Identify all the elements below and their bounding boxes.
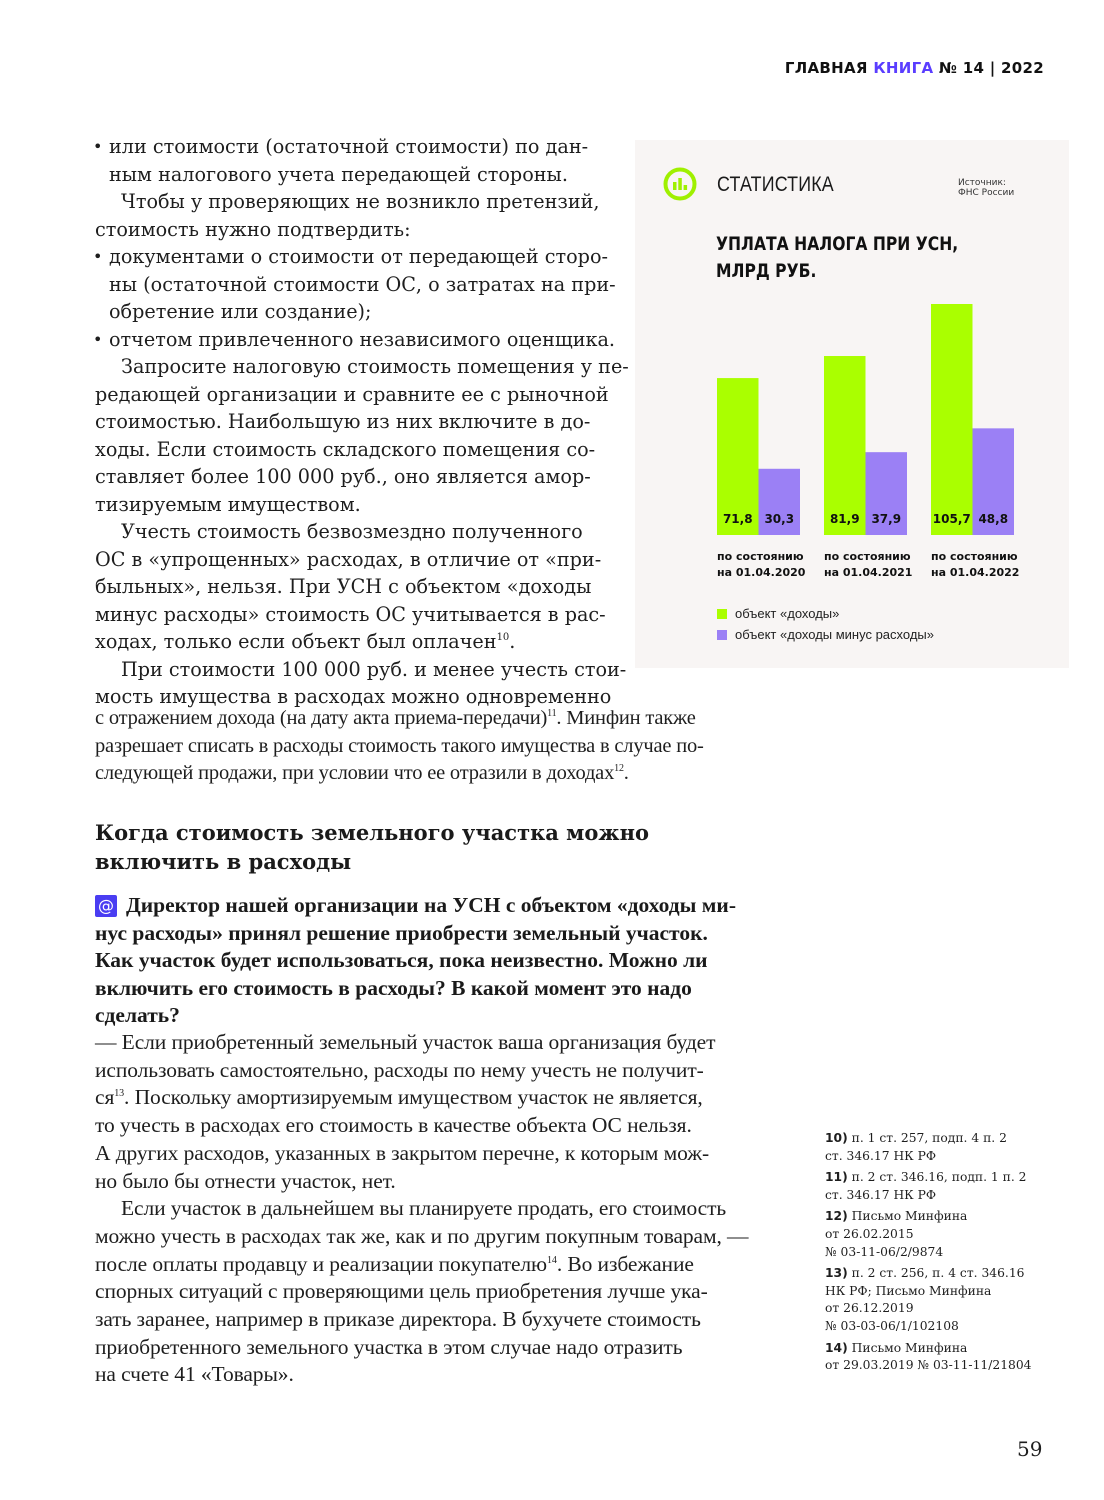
footnote-number: 13) <box>825 1266 848 1281</box>
paragraph-line: стоимость нужно подтвердить: <box>95 217 411 241</box>
legend-swatch-income <box>717 609 727 619</box>
expert-answer <box>95 1029 748 1389</box>
bar-value-label: 81,9 <box>829 512 860 526</box>
bullet-line: обретение или создание); <box>109 300 372 323</box>
category-label: на 01.04.2022 <box>931 566 1020 579</box>
bullet-line: • отчетом привлеченного независимого оценщика. <box>95 326 600 354</box>
question-line: Как участок будет использоваться, пока неизвестно. Можно ли <box>95 948 708 972</box>
bullet-line: • документами о стоимости от передающей сторо- <box>95 243 600 271</box>
body-text-top <box>95 133 629 711</box>
header-magazine-accent: КНИГА <box>873 59 934 77</box>
footnote-number: 14) <box>825 1340 848 1355</box>
question-line: нус расходы» принял решение приобрести земельный участок. <box>95 920 708 945</box>
paragraph-line: Чтобы у проверяющих не возникло претензий, <box>121 190 600 213</box>
tax-payment-bar-chart <box>635 140 1069 668</box>
chart-title-line: МЛРД РУБ. <box>716 260 817 282</box>
answer-line: использовать самостоятельно, расходы по нему учесть не получит- <box>95 1057 704 1082</box>
category-label: по состоянию <box>824 550 911 563</box>
answer-line: на счете 41 «Товары». <box>95 1362 294 1387</box>
statistics-label: СТАТИСТИКА <box>717 173 834 196</box>
answer-line: зать заранее, например в приказе директора. В бухучете стоимость <box>95 1307 701 1332</box>
answer-line: — Если приобретенный земельный участок ваша организация будет <box>95 1030 716 1054</box>
paragraph-line: быльных», нельзя. При УСН с объектом «доходы <box>95 575 592 598</box>
legend-swatch-income-minus-expenses <box>717 630 727 640</box>
section-heading <box>95 818 649 876</box>
question-line: @ Директор нашей организации на УСН с объектом «доходы ми- <box>95 892 736 920</box>
paragraph-line: стоимостью. Наибольшую из них включите в до- <box>95 410 591 433</box>
paragraph-line: ставляет более 100 000 руб., оно является амор- <box>95 465 591 488</box>
body-text-wide <box>95 705 775 788</box>
paragraph-line: Запросите налоговую стоимость помещения у пе- <box>121 355 629 378</box>
heading-line: включить в расходы <box>95 849 352 874</box>
paragraph-line: с отражением дохода (на дату акта приема-передачи)$^{11}$. Минфин также <box>95 707 696 729</box>
paragraph-line: Учесть стоимость безвозмездно полученного <box>121 520 583 543</box>
heading-line: Когда стоимость земельного участка можно <box>95 820 650 845</box>
footnote-number: 10) <box>825 1131 848 1145</box>
footnote-item: 10) п. 1 ст. 257, подп. 4 п. 2 ст. 346.17 НК РФ <box>825 1131 1007 1163</box>
footnote-ref: 12 <box>614 763 624 774</box>
source-line: Источник: <box>958 178 1006 188</box>
legend-label: объект «доходы минус расходы» <box>735 627 934 642</box>
legend-item <box>717 627 934 642</box>
legend-item <box>717 606 839 621</box>
footnote-ref: 11 <box>547 708 557 719</box>
footnote-item: 14) Письмо Минфина от 29.03.2019 № 03-11-11/21804 <box>825 1340 1032 1373</box>
paragraph-line: минус расходы» стоимость ОС учитывается в рас- <box>95 602 606 626</box>
question-line: сделать? <box>95 1003 180 1027</box>
footnote-number: 12) <box>825 1209 848 1224</box>
answer-line: спорных ситуаций с проверяющими цель приобретения лучше ука- <box>95 1279 708 1304</box>
category-label: на 01.04.2021 <box>824 566 913 579</box>
paragraph-line: ходах, только если объект был оплачен$^{10}$. <box>95 630 516 653</box>
paragraph-line: ОС в «упрощенных» расходах, в отличие от «при- <box>95 547 602 571</box>
bar-value-label: 71,8 <box>722 512 753 526</box>
paragraph-line: редающей организации и сравните ее с рыночной <box>95 382 609 406</box>
bullet-line: ны (остаточной стоимости ОС, о затратах на при- <box>109 272 616 296</box>
bar-value-label: 105,7 <box>932 512 971 526</box>
bar-value-label: 30,3 <box>764 512 795 526</box>
header-issue: № 14 | 2022 <box>933 59 1044 77</box>
answer-line: Если участок в дальнейшем вы планируете продать, его стоимость <box>121 1196 727 1221</box>
answer-line: после оплаты продавцу и реализации покупателю$^{14}$. Во избежание <box>95 1251 694 1276</box>
footnote-item: 13) п. 2 ст. 256, п. 4 ст. 346.16 НК РФ; Письмо Минфина от 26.12.2019 № 03-03-06/1/102108 <box>825 1266 1025 1333</box>
footnote-item: 12) Письмо Минфина от 26.02.2015 № 03-11-06/2/9874 <box>825 1209 968 1259</box>
category-label: по состоянию <box>717 550 804 563</box>
paragraph-line: разрешает списать в расходы стоимость такого имущества в случае по- <box>95 734 704 757</box>
source-line: ФНС России <box>958 188 1015 198</box>
footnote-ref: 10 <box>496 632 510 643</box>
footnotes <box>825 1130 1032 1379</box>
answer-line: можно учесть в расходах так же, как и по другим покупным товарам, — <box>95 1223 749 1248</box>
footnote-ref: 13 <box>114 1088 125 1100</box>
legend-label: объект «доходы» <box>735 606 840 621</box>
paragraph-line: тизируемым имуществом. <box>95 492 361 516</box>
paragraph-line: ходы. Если стоимость складского помещения со- <box>95 437 596 461</box>
bullet-line: ным налогового учета передающей стороны. <box>109 162 568 186</box>
answer-line: то учесть в расходах его стоимость в качестве объекта ОС нельзя. <box>95 1113 692 1138</box>
answer-line: $ся^{13}$. Поскольку амортизируемым имуществом участок не является, <box>95 1085 703 1110</box>
footnote-ref: 14 <box>547 1254 557 1266</box>
running-header <box>785 59 1044 77</box>
question-at-icon: @ <box>95 895 117 917</box>
category-label: по состоянию <box>931 550 1018 563</box>
footnote-number: 11) <box>825 1170 848 1185</box>
bar-income <box>931 304 973 535</box>
chart-title-line: УПЛАТА НАЛОГА ПРИ УСН, <box>716 233 959 255</box>
paragraph-line: При стоимости 100 000 руб. и менее учесть стои- <box>121 657 627 681</box>
answer-line: А других расходов, указанных в закрытом перечне, к которым мож- <box>95 1140 710 1165</box>
bar-income <box>824 356 866 535</box>
header-magazine-name: ГЛАВНАЯ <box>784 59 874 77</box>
footnote-item: 11) п. 2 ст. 346.16, подп. 1 п. 2 ст. 346.17 НК РФ <box>825 1170 1027 1202</box>
question-line: включить его стоимость в расходы? В какой момент это надо <box>95 975 692 1000</box>
bullet-line: • или стоимости (остаточной стоимости) по дан- <box>95 133 600 161</box>
category-label: на 01.04.2020 <box>717 566 806 579</box>
answer-line: приобретенного земельного участка в этом случае надо отразить <box>95 1334 683 1359</box>
answer-line: но было бы отнести участок, нет. <box>95 1168 396 1193</box>
reader-question <box>95 892 736 1030</box>
bar-value-label: 48,8 <box>978 512 1009 526</box>
page-number: 59 <box>1017 1437 1043 1461</box>
paragraph-line: следующей продажи, при условии что ее отразили в доходах$^{12}$. <box>95 762 629 784</box>
bar-value-label: 37,9 <box>871 512 902 526</box>
paragraph-line: мость имущества в расходах можно одновременно <box>95 685 612 708</box>
